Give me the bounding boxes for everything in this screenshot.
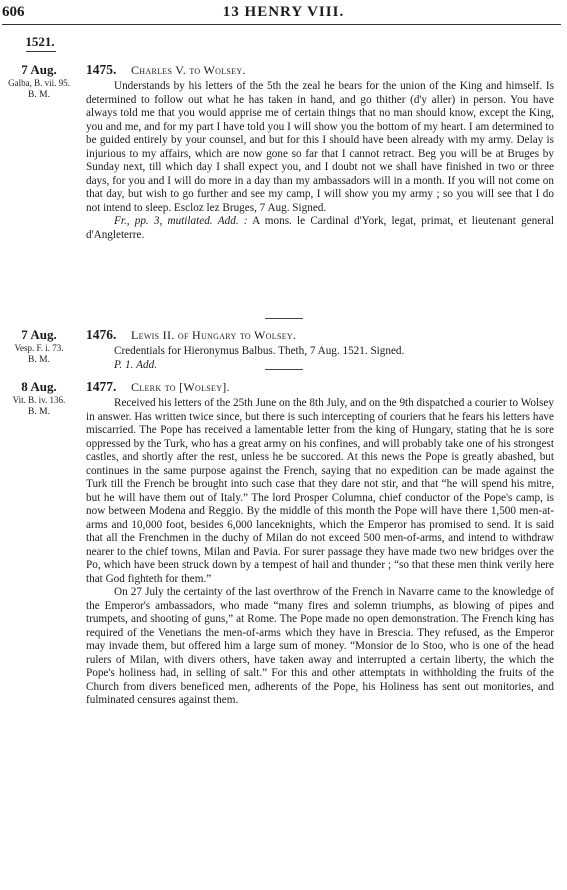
note-label: Fr., pp. 3, mutilated. [114,215,213,227]
entry-title: Charles V. to Wolsey. [131,63,246,77]
entry-date: 8 Aug. [21,379,57,394]
page-number: 606 [2,4,25,20]
entry-date: 7 Aug. [21,327,57,342]
entry-margin [0,379,78,418]
entry-repository: B. M. [28,407,50,417]
entry-body [86,345,554,372]
note-add-label: Add. : [217,215,248,227]
entry-title: Clerk to [Wolsey]. [131,380,230,394]
entry-margin [0,62,78,101]
entry-note [86,215,554,242]
running-head: 13 HENRY VIII. [222,4,345,20]
entry-number: 1476. [86,327,117,342]
entry-body [86,80,554,242]
note-add-label: Add. [136,358,157,371]
page-header [0,0,567,26]
entry-paragraph: On 27 July the certainty of the last overthrow of the French in Navarre came to the knowledge of the Emperor's ambassadors, who made “many fires and solemn triumphs, as blowing of pipes and trumpets, and shooting of guns,” at Rome. The Pope made no open demonstration. The French king has required of the Venetians the men-of-arms which they have in Brescia. They refused, as the Emperor may invade them, but offered him a large sum of money. “Monsior de lo Stoo, who is one of the head rulers of Milan, with divers others, have taken away and interrupted a certain liberty, the which the Pope's holiness had, in selling of salt.” For this and other attemptats in withholding the fruits of the Church from divers beneficed men, adherents of the Pope, his Holiness has sent out monitories, and fulminated censures against them. [86,586,554,706]
note-label: P. 1. [114,358,134,371]
entry-margin [0,327,78,366]
entry-title: Lewis II. of Hungary to Wolsey. [131,328,297,342]
year-label: 1521. [25,34,55,49]
entry-repository: B. M. [28,90,50,100]
note-text: A mons. le Cardinal d'York, legat, primat, et lieutenant general d'Angleterre. [86,215,554,241]
entry-body [86,397,554,708]
entry-source: Vesp. F. i. 73. [14,343,64,353]
header-rule [2,24,561,25]
entry-divider [265,318,303,319]
entry-number: 1475. [86,62,117,77]
entry-date: 7 Aug. [21,62,57,77]
entry-paragraph: Understands by his letters of the 5th the zeal he bears for the union of the King and himself. Is determined to follow out what he has taken in hand, and go thither (d'y aller) in person. You have always told me that you would apprise me of certain things that no man should know, except the King, you and me, and for my part I have told you I will show you the bottom of my heart. I am determined to be guided entirely by your counsel, and but for this I should have been already with my army. Delay is injurious to my affairs, which are now gone so far that I cannot retract. Beg you will be at Bruges by Sunday next, till which day I shall expect you, and I doubt not we shall have finished in two or three days, for you and I will do more in a day than my ambassadors will in a month. If you will not come on that day, but wish to go further and see my camp, I will show you my army ; so you will see that I do not intend to sleep. Escloz lez Bruges, 7 Aug. Signed. [86,80,554,214]
entry-paragraph: Credentials for Hieronymus Balbus. Theth, 7 Aug. 1521. Signed. [114,345,405,357]
entry-divider [265,369,303,370]
entry-note [86,359,554,373]
entry-paragraph: Received his letters of the 25th June on the 8th July, and on the 9th dispatched a courier to Wolsey in answer. Has written twice since, but there is such intercepting of couriers that he fears his letters have miscarried. The Pope has received a lamentable letter from the king of Hungary, stating that he is sore oppressed by the Turk, who has a great army on his confines, and will probably take one of his strongest castles, and shortly after the rest, unless he be succored. At this news the Pope is greatly abashed, but continues in the same purpose against the French, saying that no expedition can be made against the Turk till the French be brought into such case that they dare not stir, and that “he will spend his mitre, but he will have them out of Italy.” The lord Prosper Columna, chief conductor of the Pope's camp, is now between Modena and Reggio. By the middle of this month the Pope will have there 1,500 men-at-arms and 10,000 foot, besides 6,000 lanceknights, which the Emperor has promised to send. It is said that all the Frenchmen in the duchy of Milan do not exceed 500 men-of-arms, and intend to withdraw nearer to the chief towns, Milan and Pavia. For surer passage they have made two new bridges over the Po, which have been struck down by a tempest of hail and thunder ; “so that these men think verily here that God fighteth for them.” [86,397,554,585]
entry-number: 1477. [86,379,117,394]
entry-source: Vit. B. iv. 136. [12,395,66,405]
entry-source: Galba, B. vii. 95. [8,78,70,88]
year-rule [26,51,56,52]
entry-repository: B. M. [28,355,50,365]
